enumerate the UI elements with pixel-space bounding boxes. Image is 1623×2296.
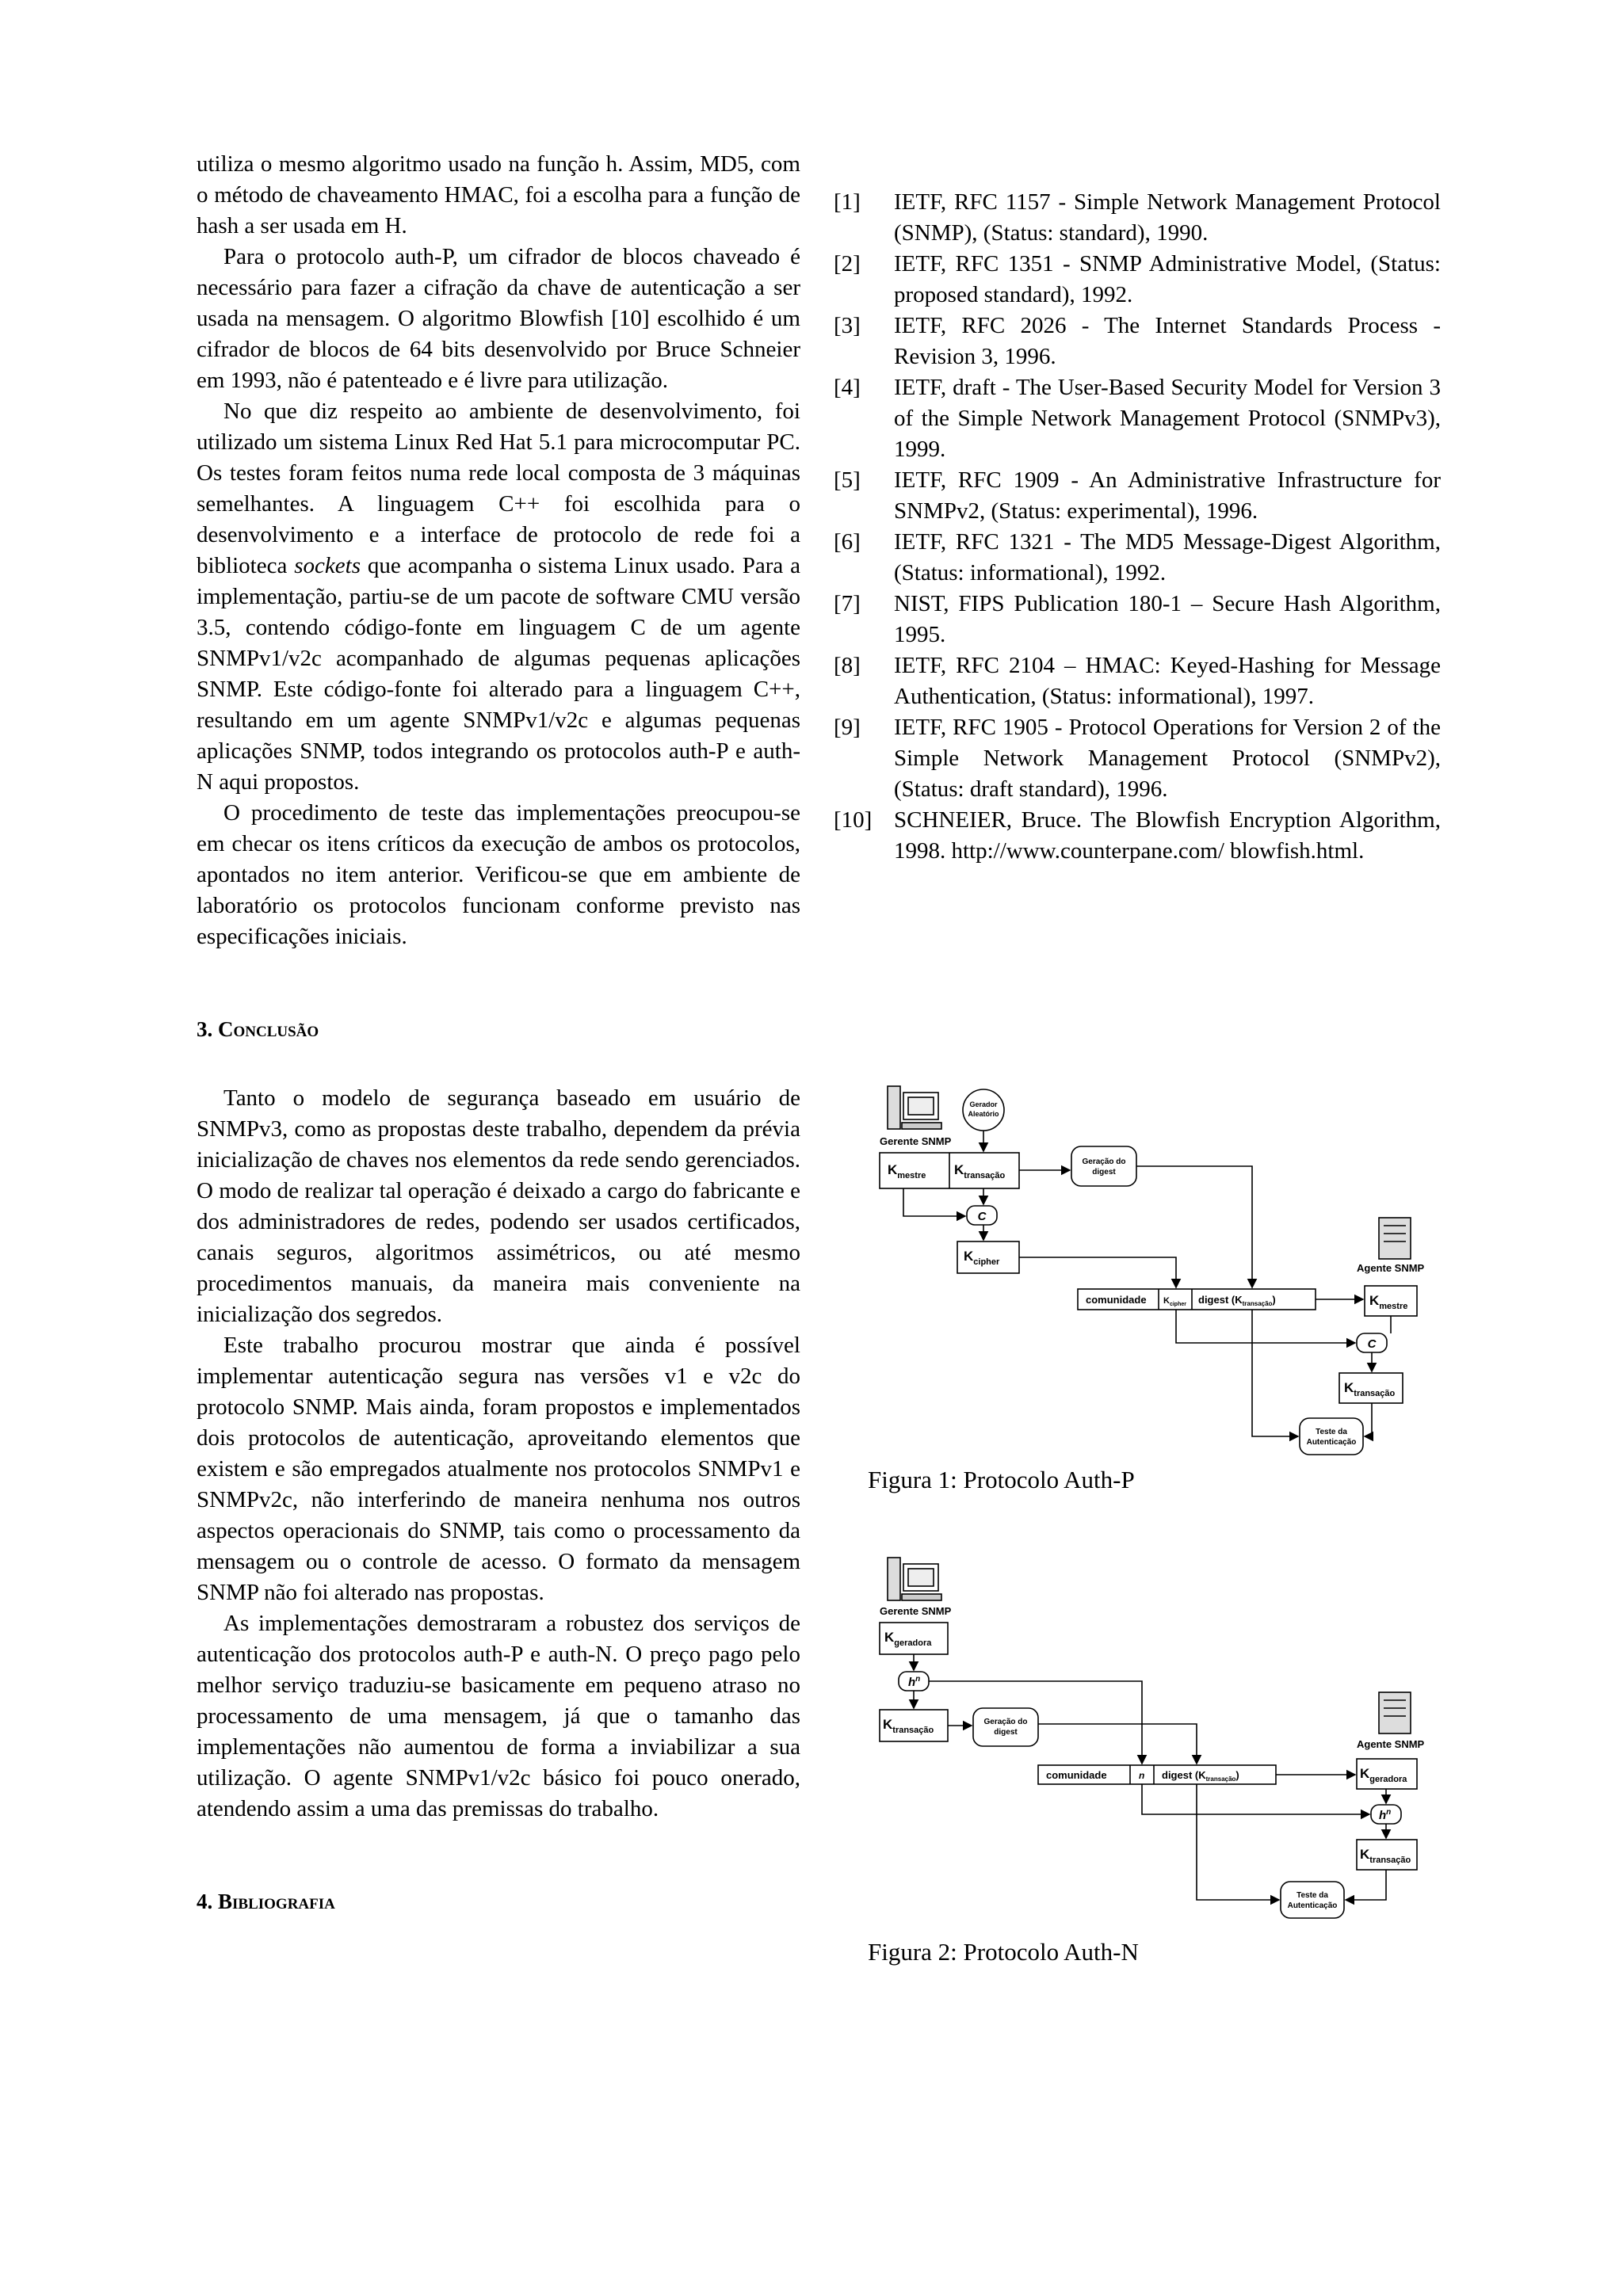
- svg-text:hn: $h^n$: [908, 1675, 921, 1689]
- svg-text:Ktransação: $K_{transação}$: [883, 1717, 934, 1735]
- reference-item: [3] IETF, RFC 2026 - The Internet Standards Process - Revision 3, 1996.: [834, 313, 1441, 369]
- agent-label: Agente SNMP: [1357, 1738, 1425, 1750]
- svg-text:Teste da: Teste da: [1296, 1891, 1328, 1900]
- reference-item: [6] IETF, RFC 1321 - The MD5 Message-Digest Algorithm, (Status: informational), 1992.: [834, 529, 1441, 585]
- svg-text:Ktransação: $K_{transação}$: [1360, 1847, 1411, 1865]
- svg-text:n: n: [1139, 1770, 1145, 1781]
- paragraph: Este trabalho procurou mostrar que ainda é possível implementar autenticação segura nas versões v1 e v2c do protocolo SNMP. Mais ainda, foram propostos e implementados dois protocolos de autenticação, aproveitando elementos que existem e são empregados atualmente nos protocolos SNMPv1 e SNMPv2c, não interferindo de maneira nenhuma nos outros aspectos operacionais do SNMP, tais como o processamento da mensagem ou o controle de acesso. O formato da mensagem SNMP não foi alterado nas propostas.: [197, 1333, 800, 1605]
- svg-text:comunidade: comunidade: [1046, 1769, 1107, 1781]
- auth-test-node: [1281, 1882, 1344, 1918]
- digest-generation-node: [1071, 1146, 1136, 1186]
- computer-icon: [888, 1086, 941, 1129]
- rng-label: Aleatório: [968, 1110, 999, 1118]
- svg-text:Ktransação: $K_{transação}$: [954, 1162, 1006, 1180]
- svg-text:Kgeradora: $K_{geradora}$: [884, 1630, 932, 1648]
- svg-text:Autenticação: Autenticação: [1287, 1901, 1338, 1910]
- svg-text:Autenticação: Autenticação: [1306, 1438, 1357, 1447]
- manager-label: Gerente SNMP: [880, 1135, 952, 1147]
- rng-label: Gerador: [969, 1100, 998, 1108]
- reference-item: [9] IETF, RFC 1905 - Protocol Operations for Version 2 of the Simple Network Management Protocol (SNMPv2), (Status: draft standard), 1996.: [834, 715, 1441, 802]
- auth-test-node: [1300, 1418, 1363, 1455]
- paragraph: As implementações demostraram a robustez dos serviços de autenticação dos protocolos auth-P e auth-N. O preço pago pelo melhor serviço traduziu-se basicamente em pequeno atraso no processamento de uma mensagem, já que o tamanho das implementações não aumentou de forma a inviabilizar a sua utilização. O agente SNMPv1/v2c básico foi pouco onerado, atendendo assim a uma das premissas do trabalho.: [197, 1611, 800, 1821]
- svg-text:digest (Ktransação): digest $(K_{transação})$: [1198, 1294, 1276, 1307]
- svg-text:digest (Ktransação): digest $(K_{transação})$: [1162, 1769, 1239, 1783]
- svg-text:Teste da: Teste da: [1316, 1428, 1347, 1436]
- reference-item: [7] NIST, FIPS Publication 180-1 – Secure Hash Algorithm, 1995.: [834, 591, 1441, 647]
- section-heading-bibliography: 4. Bibliografia: [197, 1890, 335, 1913]
- svg-text:Kmestre: $K_{mestre}$: [1369, 1293, 1408, 1311]
- reference-item: [4] IETF, draft - The User-Based Security Model for Version 3 of the Simple Network Management Protocol (SNMPv3), 1999.: [834, 375, 1441, 462]
- reference-item: [8] IETF, RFC 2104 – HMAC: Keyed-Hashing for Message Authentication, (Status: informational), 1997.: [834, 653, 1441, 709]
- figure-2-caption: Figura 2: Protocolo Auth-N: [868, 1938, 1139, 1966]
- section-heading-conclusion: 3. Conclusão: [197, 1017, 319, 1041]
- svg-text:Geração do: Geração do: [1082, 1158, 1126, 1166]
- paragraph: utiliza o mesmo algoritmo usado na função h. Assim, MD5, com o método de chaveamento HMAC, foi a escolha para a função de hash a ser usada em H.: [197, 151, 800, 238]
- figure-2-diagram: [872, 1553, 1426, 1929]
- svg-text:Geração do: Geração do: [983, 1718, 1028, 1726]
- svg-text:digest: digest: [994, 1728, 1018, 1737]
- figure-1-diagram: [872, 1081, 1426, 1466]
- reference-item: [1] IETF, RFC 1157 - Simple Network Management Protocol (SNMP), (Status: standard), 1990.: [834, 189, 1441, 246]
- digest-generation-node: [973, 1708, 1038, 1746]
- server-icon: [1379, 1218, 1411, 1259]
- manager-label: Gerente SNMP: [880, 1605, 952, 1617]
- computer-icon: [888, 1558, 941, 1600]
- svg-text:Kmestre: $K_{mestre}$: [888, 1162, 926, 1180]
- paragraph: O procedimento de teste das implementações preocupou-se em checar os itens críticos da execução de ambos os protocolos, apontados no item anterior. Verificou-se que em ambiente de laboratório os protocolos funcionam conforme previsto nas especificações iniciais.: [197, 800, 800, 949]
- reference-item: [5] IETF, RFC 1909 - An Administrative Infrastructure for SNMPv2, (Status: experimental), 1996.: [834, 467, 1441, 524]
- agent-label: Agente SNMP: [1357, 1262, 1425, 1274]
- left-column: [197, 149, 800, 1917]
- svg-text:hn: $h^n$: [1379, 1808, 1392, 1822]
- svg-text:Kcipher: $K_{cipher}$: [964, 1249, 1000, 1267]
- reference-item: [2] IETF, RFC 1351 - SNMP Administrative Model, (Status: proposed standard), 1992.: [834, 251, 1441, 307]
- italic-term: sockets: [294, 553, 361, 578]
- svg-text:C: C: [977, 1210, 987, 1223]
- paragraph: Tanto o modelo de segurança baseado em usuário de SNMPv3, como as propostas deste trabalho, dependem da prévia inicialização de chaves nos elementos da rede sendo gerenciados. O modo de realizar tal operação é deixado a cargo do fabricante e dos administradores de redes, podendo ser usados certificados, canais seguros, algoritmos assimétricos, ou até mesmo procedimentos manuais, da maneira mais conveniente na inicialização dos segredos.: [197, 1085, 800, 1327]
- reference-item: [10] SCHNEIER, Bruce. The Blowfish Encryption Algorithm, 1998. http://www.counterpane.com/ blowfish.html.: [834, 807, 1441, 864]
- paragraph: No que diz respeito ao ambiente de desenvolvimento, foi utilizado um sistema Linux Red Hat 5.1 para microcomputar PC. Os testes foram feitos numa rede local composta de 3 máquinas semelhantes. A linguagem C++ foi escolhida para o desenvolvimento e a interface de protocolo de rede foi a biblioteca sockets que acompanha o sistema Linux usado. Para a implementação, partiu-se de um pacote de software CMU versão 3.5, contendo código-fonte em linguagem C de um agente SNMPv1/v2c acompanhado de algumas pequenas aplicações SNMP. Este código-fonte foi alterado para a linguagem C++, resultando em um agente SNMPv1/v2c e algumas pequenas aplicações SNMP, todos integrando os protocolos auth-P e auth-N aqui propostos.: [197, 399, 801, 795]
- figure-1-caption: Figura 1: Protocolo Auth-P: [868, 1466, 1135, 1493]
- svg-text:Kgeradora: $K_{geradora}$: [1360, 1766, 1407, 1784]
- svg-text:C: C: [1367, 1337, 1377, 1351]
- references-list: [834, 187, 1441, 867]
- svg-text:digest: digest: [1092, 1168, 1116, 1177]
- svg-text:Ktransação: $K_{transação}$: [1344, 1380, 1396, 1398]
- paragraph: Para o protocolo auth-P, um cifrador de blocos chaveado é necessário para fazer a cifração da chave de autenticação a ser usada na mensagem. O algoritmo Blowfish [10] escolhido é um cifrador de blocos de 64 bits desenvolvido por Bruce Schneier em 1993, não é patenteado e é livre para utilização.: [197, 244, 800, 393]
- svg-text:Kcipher: $K_{cipher}$: [1163, 1296, 1186, 1307]
- server-icon: [1379, 1692, 1411, 1733]
- svg-text:comunidade: comunidade: [1086, 1294, 1147, 1306]
